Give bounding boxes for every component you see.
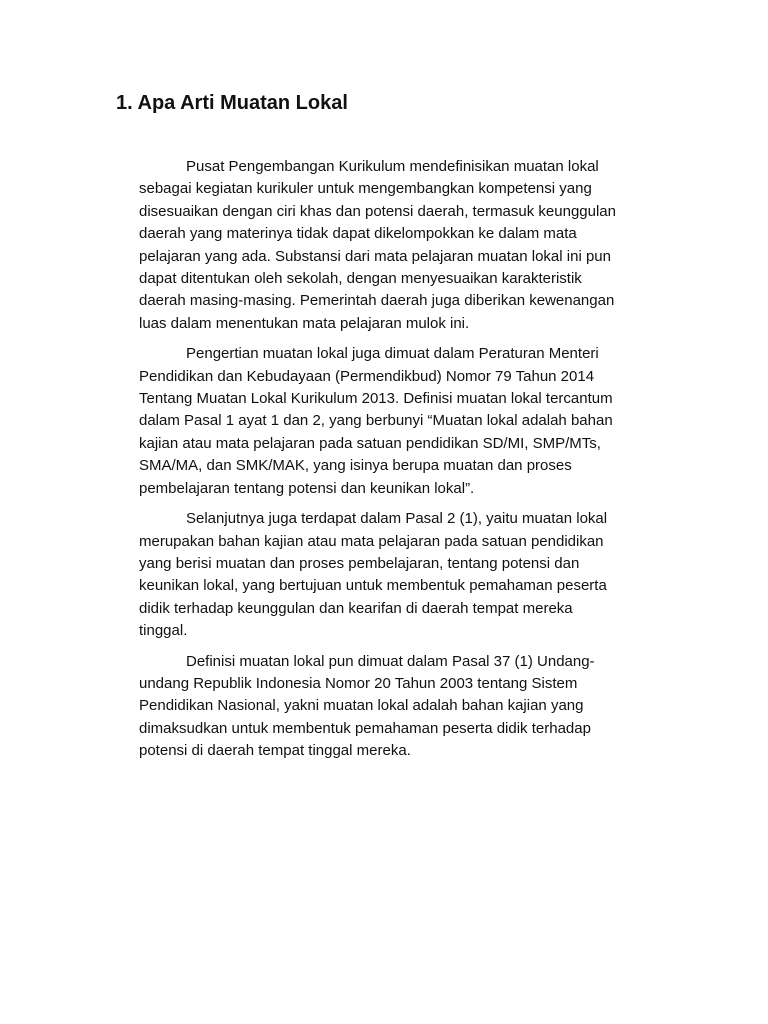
paragraph-line: Definisi muatan lokal pun dimuat dalam Pasal 37 (1) Undang- — [186, 652, 595, 670]
paragraph-line: disesuaikan dengan ciri khas dan potensi daerah, termasuk keunggulan — [139, 202, 616, 220]
paragraph-4 — [139, 651, 679, 763]
paragraph-line: sebagai kegiatan kurikuler untuk mengembangkan kompetensi yang — [139, 180, 592, 198]
paragraph-line: undang Republik Indonesia Nomor 20 Tahun 2003 tentang Sistem — [139, 674, 578, 692]
paragraph-line: daerah yang materinya tidak dapat dikelompokkan ke dalam mata — [139, 225, 577, 243]
paragraph-line: kajian atau mata pelajaran pada satuan pendidikan SD/MI, SMP/MTs, — [139, 434, 601, 452]
paragraph-line: Pusat Pengembangan Kurikulum mendefinisikan muatan lokal — [186, 158, 599, 175]
paragraph-line: pelajaran yang ada. Substansi dari mata pelajaran muatan lokal ini pun — [139, 247, 611, 265]
body-text — [139, 156, 679, 771]
paragraph-line: pembelajaran tentang potensi dan keunikan lokal”. — [139, 479, 475, 497]
paragraph-line: luas dalam menentukan mata pelajaran mulok ini. — [139, 314, 470, 332]
section-heading: 1. Apa Arti Muatan Lokal — [116, 92, 348, 114]
paragraph-line: Tentang Muatan Lokal Kurikulum 2013. Definisi muatan lokal tercantum — [139, 390, 613, 408]
paragraph-3 — [139, 508, 679, 642]
paragraph-line: daerah masing-masing. Pemerintah daerah juga diberikan kewenangan — [139, 292, 615, 310]
paragraph-2 — [139, 343, 679, 500]
paragraph-line: Pendidikan dan Kebudayaan (Permendikbud) Nomor 79 Tahun 2014 — [139, 367, 595, 385]
paragraph-line: merupakan bahan kajian atau mata pelajaran pada satuan pendidikan — [139, 532, 604, 550]
paragraph-line: Pendidikan Nasional, yakni muatan lokal adalah bahan kajian yang — [139, 697, 584, 715]
paragraph-line: didik terhadap keunggulan dan kearifan di daerah tempat mereka — [139, 599, 573, 617]
paragraph-line: dapat ditentukan oleh sekolah, dengan menyesuaikan karakteristik — [139, 270, 582, 288]
paragraph-line: keunikan lokal, yang bertujuan untuk membentuk pemahaman peserta — [139, 577, 607, 595]
paragraph-line: SMA/MA, dan SMK/MAK, yang isinya berupa muatan dan proses — [139, 457, 572, 475]
paragraph-line: dalam Pasal 1 ayat 1 dan 2, yang berbunyi “Muatan lokal adalah bahan — [139, 412, 613, 430]
paragraph-line: tinggal. — [139, 622, 188, 640]
paragraph-line: dimaksudkan untuk membentuk pemahaman peserta didik terhadap — [139, 719, 591, 737]
paragraph-line: yang berisi muatan dan proses pembelajaran, tentang potensi dan — [139, 554, 580, 572]
paragraph-line: Selanjutnya juga terdapat dalam Pasal 2 (1), yaitu muatan lokal — [186, 510, 608, 528]
paragraph-line: potensi di daerah tempat tinggal mereka. — [139, 742, 411, 760]
paragraph-1 — [139, 156, 679, 335]
paragraph-line: Pengertian muatan lokal juga dimuat dalam Peraturan Menteri — [186, 345, 599, 363]
